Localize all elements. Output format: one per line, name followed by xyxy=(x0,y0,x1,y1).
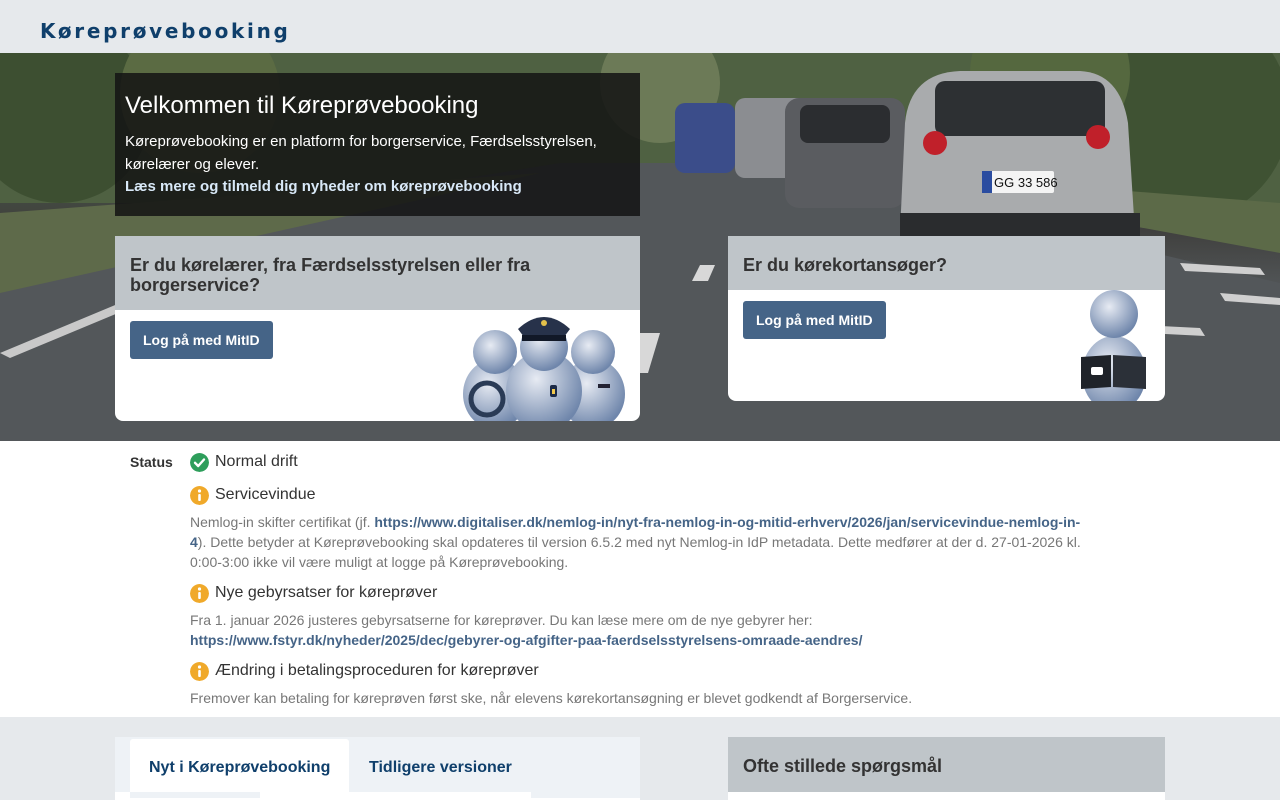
applicant-card-title: Er du kørekortansøger? xyxy=(728,236,1165,290)
status-description: Nemlog-in skifter certifikat (jf. https://www.digitaliser.dk/nemlog-in/nyt-fra-nemlog-in-og-mitid-erhverv/2026/jan/servicevindue-nemlog-in-4). Dette betyder at Køreprøvebooking skal opdateres til version 6.5.2 med nyt Nemlog-in IdP metadata. Dette medfører at der d. 27-01-2026 kl. 0:00-3:00 ikke vil være muligt at logge på Køreprøvebooking. xyxy=(190,514,1081,570)
welcome-title: Velkommen til Køreprøvebooking xyxy=(125,92,479,119)
professional-login-card xyxy=(115,236,640,421)
info-icon xyxy=(190,486,209,505)
professional-mitid-login-button[interactable]: Log på med MitID xyxy=(130,321,273,359)
status-description: Fra 1. januar 2026 justeres gebyrsatserne for køreprøver. Du kan læse mere om de nye gebyrer her: https://www.fstyr.dk/nyheder/2025/dec/gebyrer-og-afgifter-paa-faerdselsstyrelsens-omraade-aendres/ xyxy=(190,612,863,648)
hero-banner xyxy=(0,53,1280,441)
applicant-login-card xyxy=(728,236,1165,401)
status-section xyxy=(0,441,1280,717)
tab-news[interactable]: Nyt i Køreprøvebooking xyxy=(130,739,349,792)
info-icon xyxy=(190,662,209,681)
bottom-section xyxy=(0,717,1280,800)
fstyr-link[interactable]: https://www.fstyr.dk/nyheder/2025/dec/gebyrer-og-afgifter-paa-faerdselsstyrelsens-omraade-aendres/ xyxy=(190,632,863,648)
news-tabs-panel xyxy=(115,737,640,800)
digitaliser-link[interactable]: https://www.digitaliser.dk/nemlog-in/nyt-fra-nemlog-in-og-mitid-erhverv/2026/jan/servicevindue-nemlog-in-4 xyxy=(190,514,1081,550)
status-title: Normal drift xyxy=(215,453,298,470)
top-bar xyxy=(0,0,1280,53)
status-label: Status xyxy=(130,454,173,470)
welcome-text: Køreprøvebooking er en platform for borgerservice, Færdselsstyrelsen, kørelærer og elever. xyxy=(125,133,597,173)
newsletter-link[interactable]: Læs mere og tilmeld dig nyheder om køreprøvebooking xyxy=(125,178,522,195)
status-title: Nye gebyrsatser for køreprøver xyxy=(215,584,438,601)
faq-title: Ofte stillede spørgsmål xyxy=(743,756,943,776)
professionals-illustration-icon xyxy=(460,309,635,421)
welcome-box xyxy=(115,73,640,216)
site-logo[interactable]: Køreprøvebooking xyxy=(40,19,291,43)
status-title: Ændring i betalingsproceduren for køreprøver xyxy=(215,662,539,679)
tab-previous-versions[interactable]: Tidligere versioner xyxy=(369,759,512,776)
info-icon xyxy=(190,584,209,603)
check-circle-icon xyxy=(190,453,209,472)
status-description: Fremover kan betaling for køreprøven først ske, når elevens kørekortansøgning er blevet godkendt af Borgerservice. xyxy=(190,690,913,706)
applicant-mitid-login-button[interactable]: Log på med MitID xyxy=(743,301,886,339)
tab-content xyxy=(115,792,640,800)
faq-panel xyxy=(728,737,1165,800)
status-title: Servicevindue xyxy=(215,486,316,503)
license-plate-text: GG 33 586 xyxy=(994,175,1058,190)
student-reading-illustration-icon xyxy=(1076,289,1151,401)
professional-card-title: Er du kørelærer, fra Færdselsstyrelsen eller fra borgerservice? xyxy=(115,236,640,310)
